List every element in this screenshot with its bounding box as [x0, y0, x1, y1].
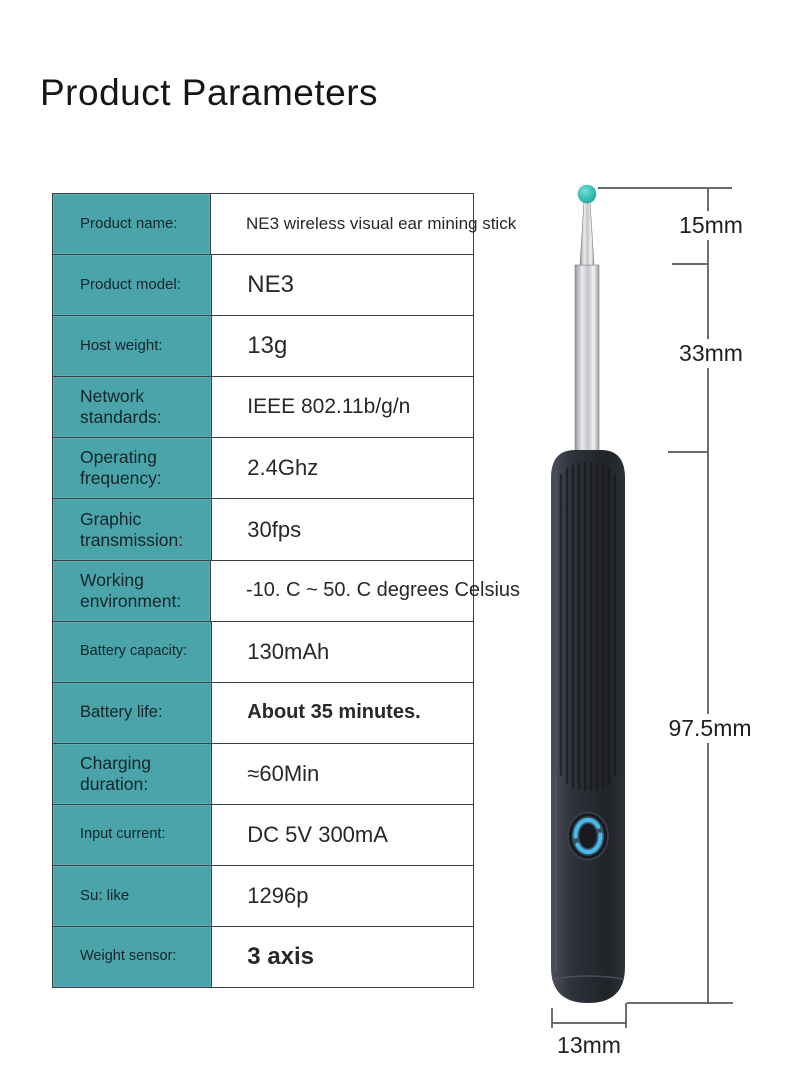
- spec-label: Weight sensor:: [53, 927, 212, 987]
- device-illustration: [520, 175, 740, 1055]
- spec-label: Battery life:: [53, 683, 212, 743]
- table-row: [53, 622, 473, 683]
- spec-label: Product name:: [53, 194, 211, 254]
- spec-value: 2.4Ghz: [212, 438, 473, 498]
- spec-value: 130mAh: [212, 622, 473, 682]
- device-stem: [580, 201, 594, 265]
- spec-label: Working environment:: [53, 561, 211, 621]
- device-tip: [578, 185, 597, 204]
- spec-value: -10. C ~ 50. C degrees Celsius: [211, 561, 473, 621]
- spec-value: DC 5V 300mA: [212, 805, 473, 865]
- spec-label: Battery capacity:: [53, 622, 212, 682]
- table-row: [53, 255, 473, 316]
- table-row: [53, 561, 521, 622]
- table-row: [53, 866, 473, 927]
- spec-label: Host weight:: [53, 316, 212, 376]
- dimension-label-length: 97.5mm: [664, 714, 755, 743]
- spec-label: Operating frequency:: [53, 438, 212, 498]
- spec-label: Network standards:: [53, 377, 212, 437]
- spec-value: 13g: [212, 316, 473, 376]
- spec-value: IEEE 802.11b/g/n: [212, 377, 473, 437]
- spec-label: Su: like: [53, 866, 212, 926]
- table-row: [53, 438, 473, 499]
- spec-table: [52, 193, 521, 988]
- spec-value: About 35 minutes.: [212, 683, 473, 743]
- spec-label: Charging duration:: [53, 744, 212, 804]
- table-row: [53, 377, 473, 438]
- dimension-label-stem: 33mm: [675, 339, 747, 368]
- table-row: [53, 499, 473, 560]
- table-row: [53, 316, 473, 377]
- table-row: [53, 683, 473, 744]
- spec-value: ≈60Min: [212, 744, 473, 804]
- spec-value: NE3: [212, 255, 473, 315]
- page-title: Product Parameters: [40, 72, 379, 113]
- spec-label: Input current:: [53, 805, 212, 865]
- table-row: [53, 744, 473, 805]
- spec-value: 30fps: [212, 499, 473, 559]
- dimension-label-width: 13mm: [553, 1031, 625, 1060]
- spec-label: Product model:: [53, 255, 212, 315]
- table-row: [53, 194, 517, 255]
- spec-label: Graphic transmission:: [53, 499, 212, 559]
- spec-value: NE3 wireless visual ear mining stick: [211, 194, 473, 254]
- power-button: [568, 813, 608, 860]
- table-row: [53, 805, 473, 866]
- dimension-label-tip: 15mm: [675, 211, 747, 240]
- table-row: [53, 927, 473, 988]
- device-shaft: [575, 265, 599, 453]
- spec-value: 3 axis: [212, 927, 473, 987]
- spec-value: 1296p: [212, 866, 473, 926]
